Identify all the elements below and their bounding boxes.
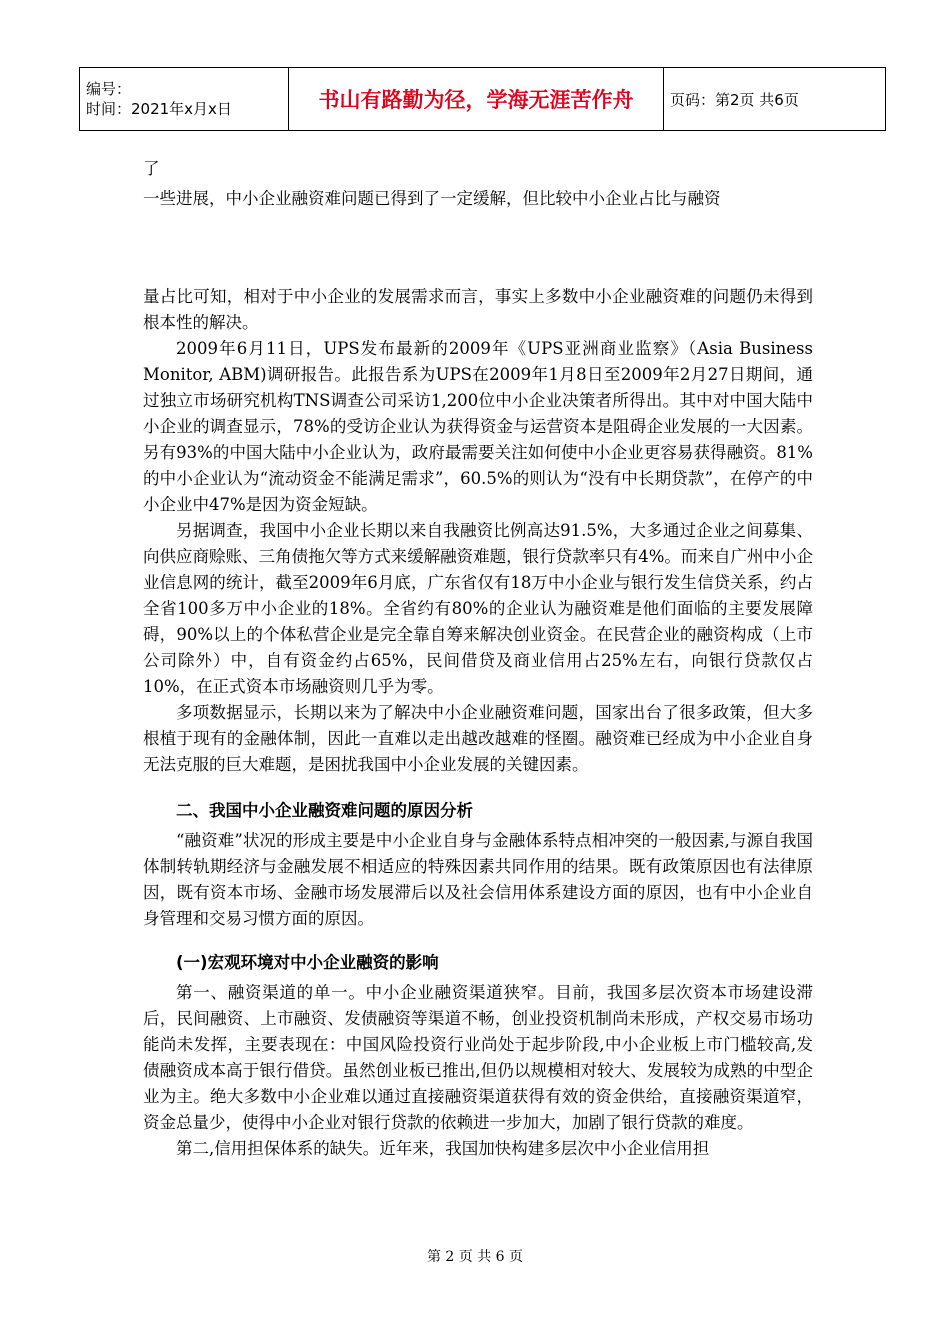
paragraph-6: 第一、融资渠道的单一。中小企业融资渠道狭窄。目前，我国多层次资本市场建设滞后，民间融资、上市融资、发债融资等渠道不畅，创业投资机制尚未形成，产权交易市场功能尚未发挥，主要表现在：中国风险投资行业尚处于起步阶段,中小企业板上市门槛较高,发债融资成本高于银行借贷。虽然创业板已推出,但仍以规模相对较大、发展较为成熟的中型企业为主。绝大多数中小企业难以通过直接融资渠道获得有效的资金供给，直接融资渠道窄，资金总量少，使得中小企业对银行贷款的依赖进一步加大，加剧了银行贷款的难度。 <box>143 983 813 1132</box>
section-heading-2: 二、我国中小企业融资难问题的原因分析 <box>176 801 473 820</box>
paragraph-1: 量占比可知，相对于中小企业的发展需求而言，事实上多数中小企业融资难的问题仍未得到根本性的解决。 <box>143 287 813 332</box>
document-number-label: 编号： <box>86 80 132 98</box>
paragraph-3: 另据调查，我国中小企业长期以来自我融资比例高达91.5%，大多通过企业之间募集、向供应商赊账、三角债拖欠等方式来缓解融资难题，银行贷款率只有4%。而来自广州中小企业信息网的统计，截至2009年6月底，广东省仅有18万中小企业与银行发生信贷关系，约占全省100多万中小企业的18%。全省约有80%的企业认为融资难是他们面临的主要发展障碍，90%以上的个体私营企业是完全靠自筹来解决创业资金。在民营企业的融资构成（上市公司除外）中，自有资金约占65%，民间借贷及商业信用占25%左右，向银行贷款仅占10%，在正式资本市场融资则几乎为零。 <box>143 521 813 696</box>
subsection-heading-1: (一)宏观环境对中小企业融资的影响 <box>176 953 439 972</box>
header-meta-cell <box>80 68 289 131</box>
header-table <box>79 67 886 131</box>
header-motto: 书山有路勤为径，学海无涯苦作舟 <box>289 68 664 131</box>
fragment-line-1: 了 <box>143 159 160 178</box>
paragraph-4: 多项数据显示，长期以来为了解决中小企业融资难问题，国家出台了很多政策，但大多根植于现有的金融体制，因此一直难以走出越改越难的怪圈。融资难已经成为中小企业自身无法克服的巨大难题，是困扰我国中小企业发展的关键因素。 <box>143 703 813 774</box>
paragraph-7: 第二,信用担保体系的缺失。近年来，我国加快构建多层次中小企业信用担 <box>176 1139 710 1158</box>
fragment-line-2: 一些进展，中小企业融资难问题已得到了一定缓解，但比较中小企业占比与融资 <box>143 189 721 208</box>
paragraph-5: “融资难”状况的形成主要是中小企业自身与金融体系特点相冲突的一般因素,与源自我国体制转轨期经济与金融发展不相适应的特殊因素共同作用的结果。既有政策原因也有法律原因，既有资本市场、金融市场发展滞后以及社会信用体系建设方面的原因，也有中小企业自身管理和交易习惯方面的原因。 <box>143 831 813 928</box>
document-date-label: 时间：2021年x月x日 <box>86 100 232 118</box>
main-text-block <box>143 284 813 1162</box>
paragraph-2: 2009年6月11日，UPS发布最新的2009年《UPS亚洲商业监察》（Asia Business Monitor, ABM)调研报告。此报告系为UPS在2009年1月8日至2009年2月27日期间，通过独立市场研究机构TNS调查公司采访1,200位中小企业决策者所得出。其中对中国大陆中小企业的调查显示，78%的受访企业认为获得资金与运营资本是阻碍企业发展的一大因素。另有93%的中国大陆中小企业认为，政府最需要关注如何使中小企业更容易获得融资。81%的中小企业认为“流动资金不能满足需求”，60.5%的则认为“没有中长期贷款”，在停产的中小企业中47%是因为资金短缺。 <box>143 339 813 514</box>
page-footer: 第 2 页 共 6 页 <box>426 1249 524 1265</box>
header-page-info: 页码：第2页 共6页 <box>664 68 886 131</box>
